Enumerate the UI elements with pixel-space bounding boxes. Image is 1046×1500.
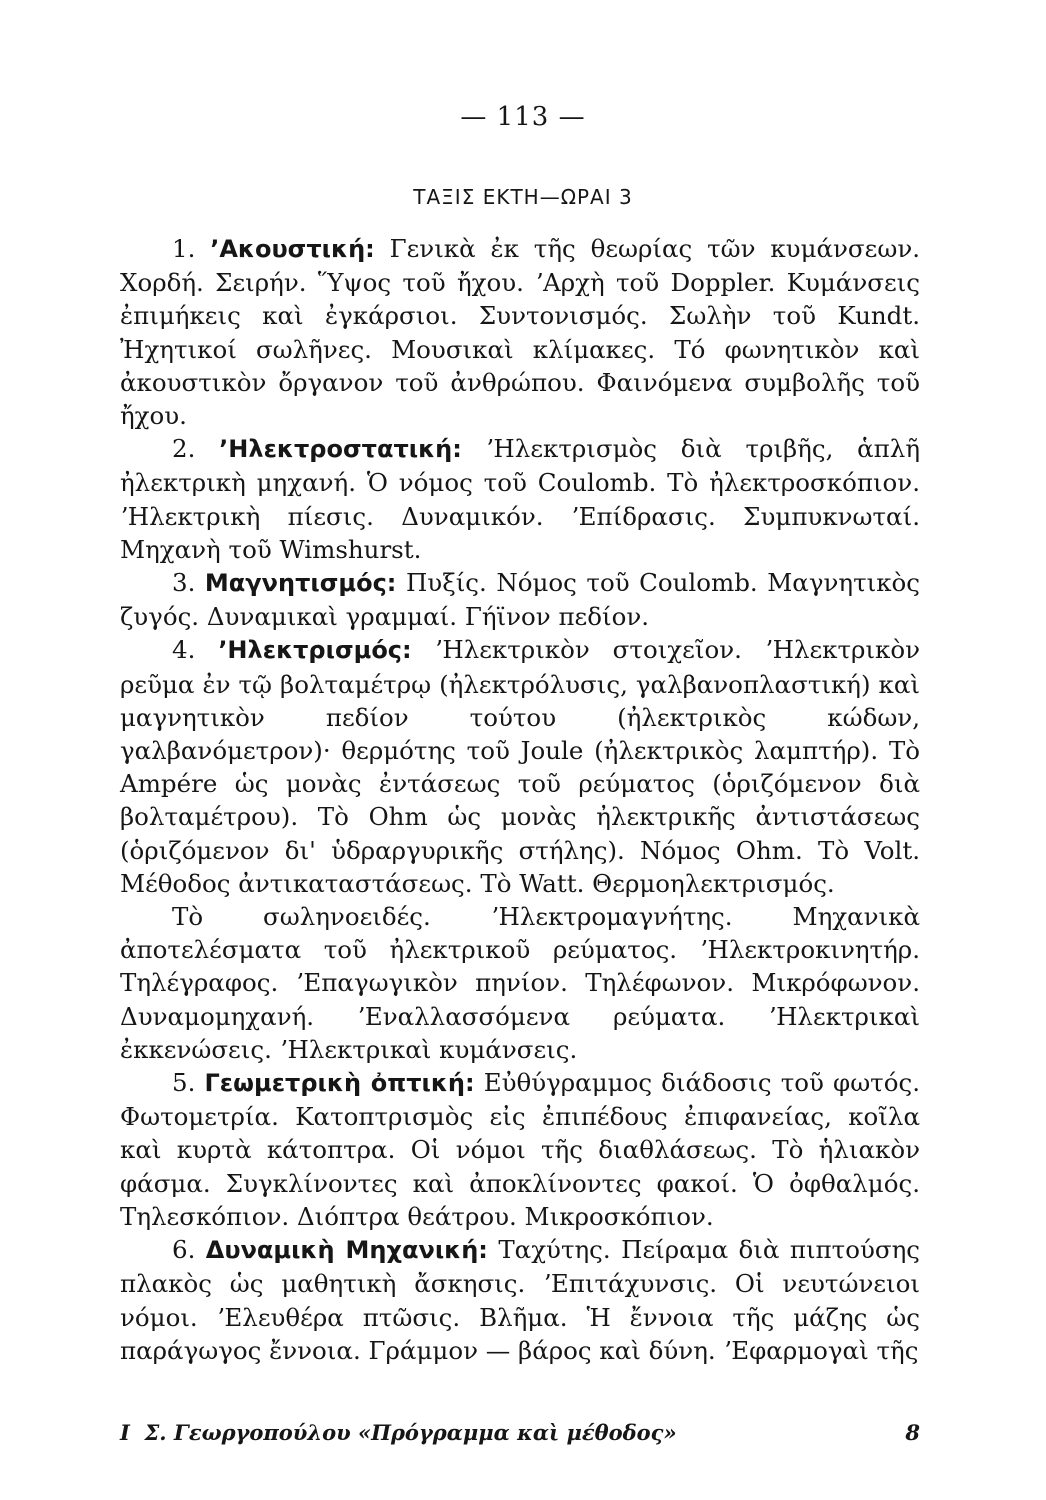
section-4-continued [120,900,920,1066]
page-footer [120,1420,920,1445]
section-3 [120,566,920,633]
page-number: — 113 — [460,102,586,132]
section-2 [120,432,920,566]
section-text: ʼΗλεκτρισμὸς διὰ τριβῆς, ἁπλῆ ἠλεκτρικὴ μηχανή. Ὁ νόμος τοῦ Coulomb. Τὸ ἠλεκτροσκόπιον. ʼΗλεκτρικὴ πίεσις. Δυναμικόν. ʼΕπίδρασις. Συμπυκνωταί. Μηχανὴ τοῦ Wimshurst. [120,434,920,564]
section-title: ʼΑκουστική: [210,235,375,263]
section-number: 6. [172,1235,196,1265]
section-text: Ταχύτης. Πείραμα διὰ πιπτούσης πλακὸς ὡς μαθητικὴ ἄσκησις. ʼΕπιτάχυνσις. Οἱ νευτώνειοι νόμοι. ʼΕλευθέρα πτῶσις. Βλῆμα. Ἡ ἔννοια τῆς μάζης ὡς παράγωγος ἔννοια. Γράμμον — βάρος καὶ δύνη. ʼΕφαρμογαὶ τῆς [120,1235,920,1365]
section-title: ʼΗλεκτροστατική: [219,435,462,464]
section-text: ʼΗλεκτρικὸν στοιχεῖον. ʼΗλεκτρικὸν ρεῦμα ἐν τῷ βολταμέτρῳ (ἠλεκτρόλυσις, γαλβανοπλαστική) καὶ μαγνητικὸν πεδίον τούτου (ἠλεκτρικὸς κώδων, γαλβανόμετρον)· θερμότης τοῦ Joule (ἠλεκτρικὸς λαμπτήρ). Τὸ Ampére ὡς μονὰς ἐντάσεως τοῦ ρεύματος (ὁριζόμενον διὰ βολταμέτρου). Τὸ Ohm ὡς μονὰς ἠλεκτρικῆς ἀντιστάσεως (ὁριζόμενον δι' ὑδραργυρικῆς στήλης). Νόμος Ohm. Τὸ Volt. Μέθοδος ἀντικαταστάσεως. Τὸ Watt. Θερμοηλεκτρισμός. [120,635,920,898]
section-text: Τὸ σωληνοειδές. ʼΗλεκτρομαγνήτης. Μηχανικὰ ἀποτελέσματα τοῦ ἠλεκτρικοῦ ρεύματος. ʼΗλεκτροκινητήρ. Τηλέγραφος. ʼΕπαγωγικὸν πηνίον. Τηλέφωνον. Μικρόφωνον. Δυναμομηχανή. ʼΕναλλασσόμενα ρεύματα. ʼΗλεκτρικαὶ ἐκκενώσεις. ʼΗλεκτρικαὶ κυμάνσεις. [120,902,920,1064]
section-title: Δυναμικὴ Μηχανική: [205,1236,488,1265]
section-number: 5. [172,1068,196,1098]
section-4 [120,633,920,900]
section-title: ʼΗλεκτρισμός: [218,636,412,665]
section-title: Γεωμετρικὴ ὀπτική: [204,1069,475,1098]
section-number: 3. [172,568,196,598]
footer-signature-mark: 8 [905,1420,920,1445]
footer-citation: Ι Σ. Γεωργοπούλου «Πρόγραμμα καὶ μέθοδος» [120,1420,677,1445]
section-6 [120,1233,920,1367]
section-1 [120,232,920,432]
section-number: 1. [172,234,196,263]
page-heading: ΤΑΞΙΣ ΕΚΤΗ—ΩΡΑΙ 3 [413,185,633,209]
section-text: Εὐθύγραμμος διάδοσις τοῦ φωτός. Φωτομετρία. Κατοπτρισμὸς εἰς ἐπιπέδους ἐπιφανείας, κοῖλα καὶ κυρτὰ κάτοπτρα. Οἱ νόμοι τῆς διαθλάσεως. Τὸ ἡλιακὸν φάσμα. Συγκλίνοντες καὶ ἀποκλίνοντες φακοί. Ὁ ὀφθαλμός. Τηλεσκόπιον. Διόπτρα θεάτρου. Μικροσκόπιον. [120,1068,920,1231]
section-title: Μαγνητισμός: [204,569,397,598]
section-5 [120,1066,920,1233]
section-number: 2. [172,434,196,464]
section-text: Πυξίς. Νόμος τοῦ Coulomb. Μαγνητικὸς ζυγός. Δυναμικαὶ γραμμαί. Γήϊνον πεδίον. [120,568,921,632]
body-text [120,232,920,1367]
section-text: Γενικὰ ἐκ τῆς θεωρίας τῶν κυμάνσεων. Χορδή. Σειρήν. Ὕψος τοῦ ἤχου. ʼΑρχὴ τοῦ Doppler. Κυμάνσεις ἐπιμήκεις καὶ ἐγκάρσιοι. Συντονισμός. Σωλὴν τοῦ Kundt. Ἠχητικοί σωλῆνες. Μουσικαὶ κλίμακες. Τό φωνητικὸν καὶ ἀκουστικὸν ὄργανον τοῦ ἀνθρώπου. Φαινόμενα συμβολῆς τοῦ ἤχου. [120,234,921,431]
section-number: 4. [172,635,196,665]
